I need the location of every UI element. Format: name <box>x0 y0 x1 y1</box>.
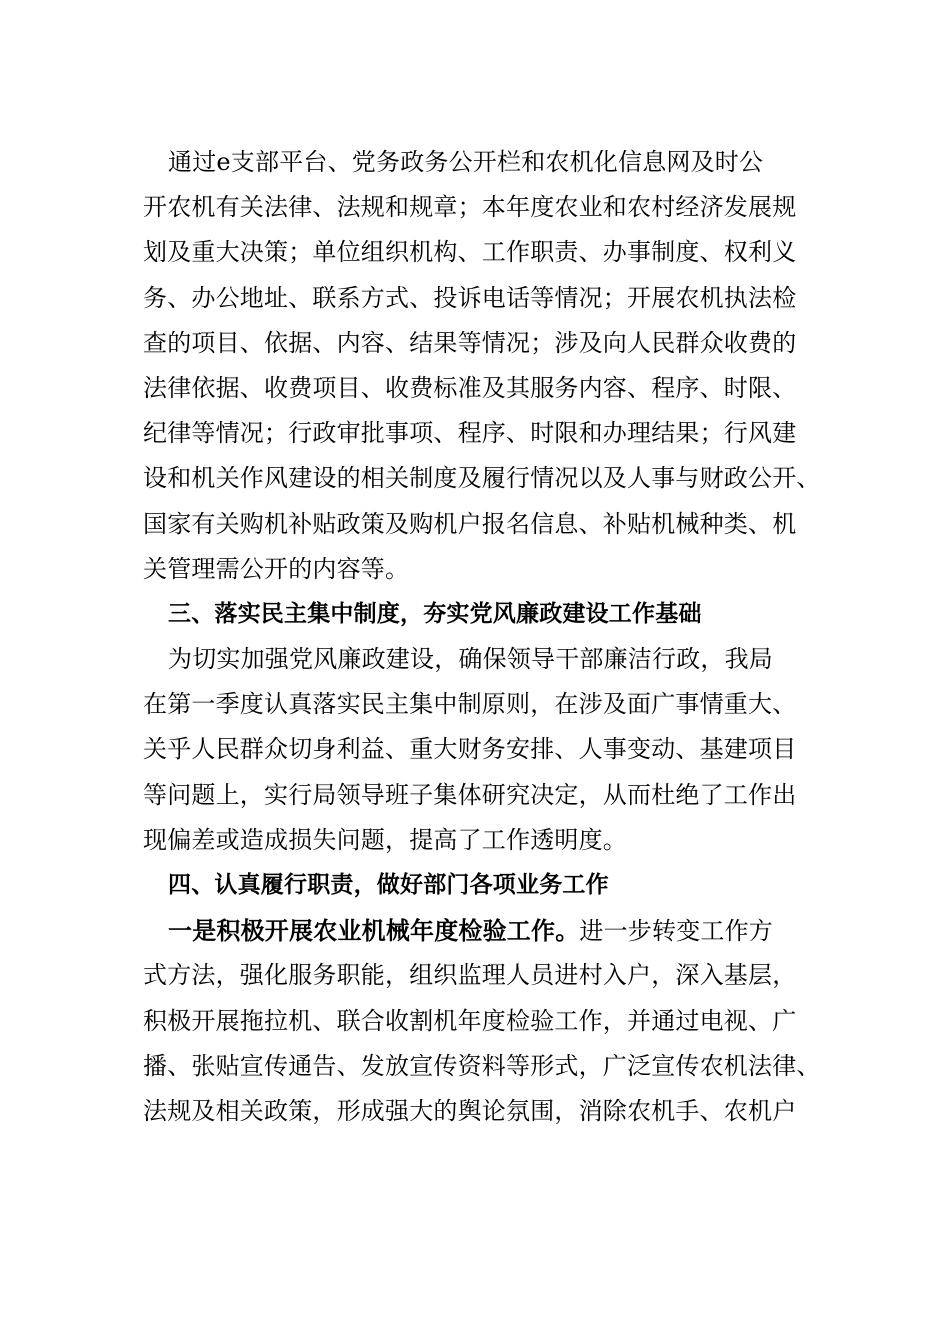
paragraph-1-line-10: 关管理需公开的内容等。 <box>143 554 410 583</box>
paragraph-2-line-5: 现偏差或造成损失问题，提高了工作透明度。 <box>143 825 627 854</box>
paragraph-1-line-1: 通过e支部平台、党务政务公开栏和农机化信息网及时公 <box>168 148 764 176</box>
paragraph-1-line-9: 国家有关购机补贴政策及购机户报名信息、补贴机械种类、机 <box>143 509 797 538</box>
paragraph-1-line-2: 开农机有关法律、法规和规章；本年度农业和农村经济发展规 <box>143 193 797 222</box>
paragraph-1-line-7: 纪律等情况；行政审批事项、程序、时限和办理结果；行风建 <box>143 419 797 448</box>
paragraph-3-line-5: 法规及相关政策，形成强大的舆论氛围，消除农机手、农机户 <box>143 1096 797 1125</box>
paragraph-2-line-1: 为切实加强党风廉政建设，确保领导干部廉洁行政，我局 <box>168 645 773 674</box>
paragraph-3-line-4: 播、张贴宣传通告、发放宣传资料等形式，广泛宣传农机法律、 <box>143 1051 821 1080</box>
paragraph-2-line-4: 等问题上，实行局领导班子集体研究决定，从而杜绝了工作出 <box>143 780 797 809</box>
section-heading-3: 三、落实民主集中制度，夯实党风廉政建设工作基础 <box>168 600 702 627</box>
paragraph-1-line-8: 设和机关作风建设的相关制度及履行情况以及人事与财政公开、 <box>143 464 821 493</box>
paragraph-1-line-6: 法律依据、收费项目、收费标准及其服务内容、程序、时限、 <box>143 373 797 402</box>
paragraph-3-line-1 <box>143 908 843 953</box>
paragraph-3-line-1-rest: 进一步转变工作方 <box>579 917 774 946</box>
paragraph-3-line-3: 积极开展拖拉机、联合收割机年度检验工作，并通过电视、广 <box>143 1006 797 1035</box>
paragraph-1-line-4: 务、办公地址、联系方式、投诉电话等情况；开展农机执法检 <box>143 283 797 312</box>
document-body <box>143 140 843 1134</box>
paragraph-2-line-3: 关乎人民群众切身利益、重大财务安排、人事变动、基建项目 <box>143 735 797 764</box>
paragraph-1-line-3: 划及重大决策；单位组织机构、工作职责、办事制度、权利义 <box>143 238 797 267</box>
paragraph-3-lead: 一是积极开展农业机械年度检验工作。 <box>168 916 580 946</box>
paragraph-2-line-2: 在第一季度认真落实民主集中制原则，在涉及面广事情重大、 <box>143 690 797 719</box>
paragraph-3-line-2: 式方法，强化服务职能，组织监理人员进村入户，深入基层， <box>143 961 797 990</box>
paragraph-1-line-5: 查的项目、依据、内容、结果等情况；涉及向人民群众收费的 <box>143 328 797 357</box>
section-heading-4: 四、认真履行职责，做好部门各项业务工作 <box>168 872 609 898</box>
